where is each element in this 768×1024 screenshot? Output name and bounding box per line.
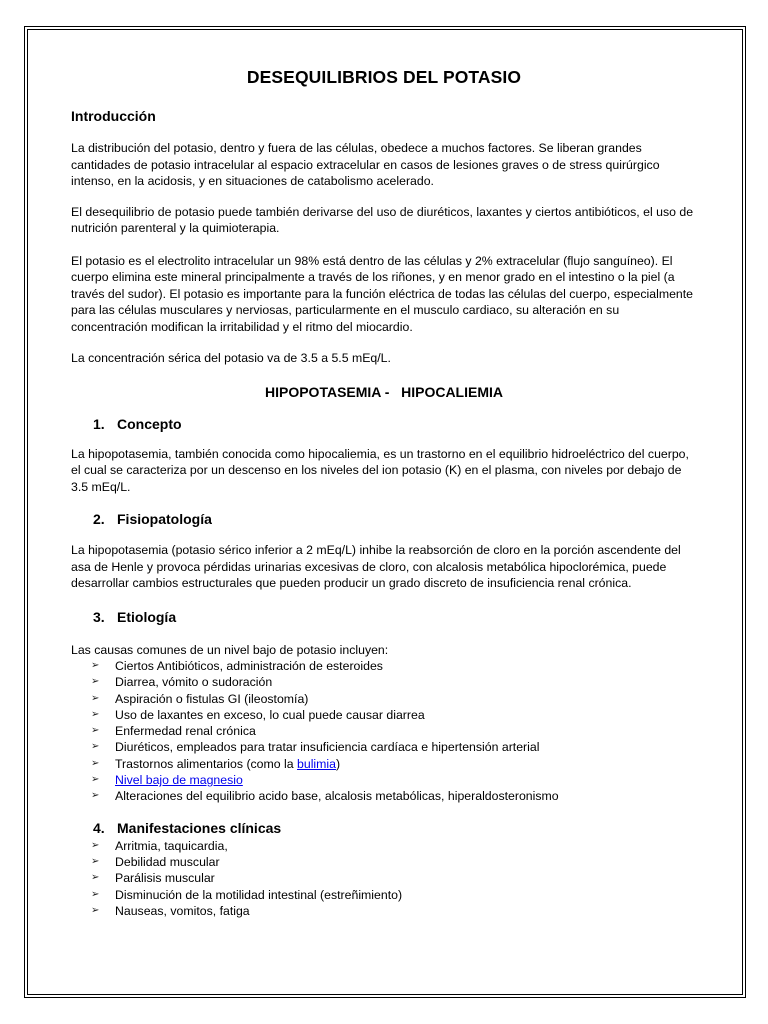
arrow-bullet-icon: ➢ — [91, 725, 100, 737]
arrow-bullet-icon: ➢ — [91, 888, 100, 900]
list-item: ➢ Aspiración o fistulas GI (ileostomía) — [91, 691, 309, 706]
arrow-bullet-icon: ➢ — [91, 855, 100, 867]
section-text-fisiopatologia: La hipopotasemia (potasio sérico inferior a 2 mEq/L) inhibe la reabsorción de cloro en la porción ascendente del asa de Henle y provoca pérdidas urinarias excesivas de cloro, con alcalosis metabólica hipoclorémica, puede desarrollar cambios estructurales que pueden producir un grado discreto de insuficiencia renal crónica. — [71, 543, 681, 590]
section-title: Fisiopatología — [117, 511, 212, 527]
paragraph-distribution: La distribución del potasio, dentro y fuera de las células, obedece a muchos factores. Se liberan grandes cantidades de potasio intracelular al espacio extracelular en casos de lesiones graves o de stress quirúrgico intenso, en la acidosis, y en situaciones de catabolismo acelerado. — [71, 141, 660, 188]
arrow-bullet-icon: ➢ — [91, 872, 100, 884]
section-number: 3. — [93, 608, 105, 625]
list-item: ➢ Disminución de la motilidad intestinal (estreñimiento) — [91, 887, 403, 902]
section-heading-fisiopatologia — [71, 509, 697, 529]
section-subtitle: HIPOPOTASEMIA - HIPOCALIEMIA — [264, 383, 503, 400]
low-magnesium-link[interactable]: Nivel bajo de magnesio — [115, 773, 243, 788]
section-heading-etiologia — [71, 607, 697, 627]
list-item: ➢ Arritmia, taquicardia, — [91, 838, 228, 853]
section-heading-manifestaciones — [71, 818, 697, 838]
arrow-bullet-icon: ➢ — [91, 839, 100, 851]
list-item: ➢ Alteraciones del equilibrio acido base, alcalosis metabólicas, hiperaldosteronismo — [91, 789, 559, 804]
list-item: ➢ Parálisis muscular — [91, 871, 215, 886]
list-item: ➢ Ciertos Antibióticos, administración de esteroides — [91, 659, 383, 673]
causes-list — [71, 658, 697, 805]
section-number: 4. — [93, 819, 105, 836]
section-number: 1. — [93, 415, 105, 432]
section-title: Etiología — [117, 608, 177, 625]
section-heading-concepto — [71, 414, 697, 434]
intro-heading: Introducción — [71, 108, 156, 124]
list-item: ➢ Enfermedad renal crónica — [91, 724, 256, 739]
section-text-concepto: La hipopotasemia, también conocida como hipocaliemia, es un trastorno en el equilibrio hidroeléctrico del cuerpo, el cual se caracteriza por un descenso en los niveles del ion potasio (K) en el plasma, con niveles por debajo de 3.5 mEq/L. — [71, 446, 689, 494]
list-item: ➢ Nauseas, vomitos, fatiga — [91, 903, 250, 918]
arrow-bullet-icon: ➢ — [91, 676, 100, 688]
paragraph-serum-concentration: La concentración sérica del potasio va de 3.5 a 5.5 mEq/L. — [71, 351, 391, 365]
paragraph-potassium-role: El potasio es el electrolito intracelular un 98% está dentro de las células y 2% extracelular (flujo sanguíneo). El cuerpo elimina este mineral principalmente a través de los riñones, y en menor grado en el intestino o la piel (a través del sudor). El potasio es importante para la función eléctrica de todas las células del cuerpo, especialmente para las células musculares y nerviosas, particularmente en el musculo cardiaco, su alteración en su concentración modifican la irritabilidad y el ritmo del miocardio. — [71, 253, 694, 334]
arrow-bullet-icon: ➢ — [91, 741, 100, 753]
section-number: 2. — [93, 511, 105, 527]
bulimia-link[interactable]: bulimia — [297, 756, 336, 771]
list-item: ➢ Uso de laxantes en exceso, lo cual puede causar diarrea — [91, 707, 425, 722]
section-text-etiologia: Las causas comunes de un nivel bajo de potasio incluyen: — [71, 642, 389, 657]
list-item — [91, 772, 697, 788]
section-title: Concepto — [117, 415, 182, 432]
arrow-bullet-icon: ➢ — [91, 774, 100, 786]
document-body — [71, 60, 697, 919]
arrow-bullet-icon: ➢ — [91, 790, 100, 802]
arrow-bullet-icon: ➢ — [91, 708, 100, 720]
section-title: Manifestaciones clínicas — [117, 819, 282, 836]
arrow-bullet-icon: ➢ — [91, 692, 100, 704]
list-item: ➢ Diarrea, vómito o sudoración — [91, 675, 273, 690]
arrow-bullet-icon: ➢ — [91, 904, 100, 916]
paragraph-imbalance-causes: El desequilibrio de potasio puede también derivarse del uso de diuréticos, laxantes y ciertos antibióticos, el uso de nutrición parenteral y la quimioterapia. — [71, 204, 694, 235]
symptoms-list — [71, 838, 697, 919]
list-item: ➢ Trastornos alimentarios (como la bulimia) — [91, 756, 341, 771]
arrow-bullet-icon: ➢ — [91, 660, 100, 671]
list-item: ➢ Diuréticos, empleados para tratar insuficiencia cardíaca e hipertensión arterial — [91, 740, 540, 755]
arrow-bullet-icon: ➢ — [91, 757, 100, 769]
document-title: DESEQUILIBRIOS DEL POTASIO — [246, 67, 522, 87]
list-item: ➢ Debilidad muscular — [91, 854, 220, 869]
